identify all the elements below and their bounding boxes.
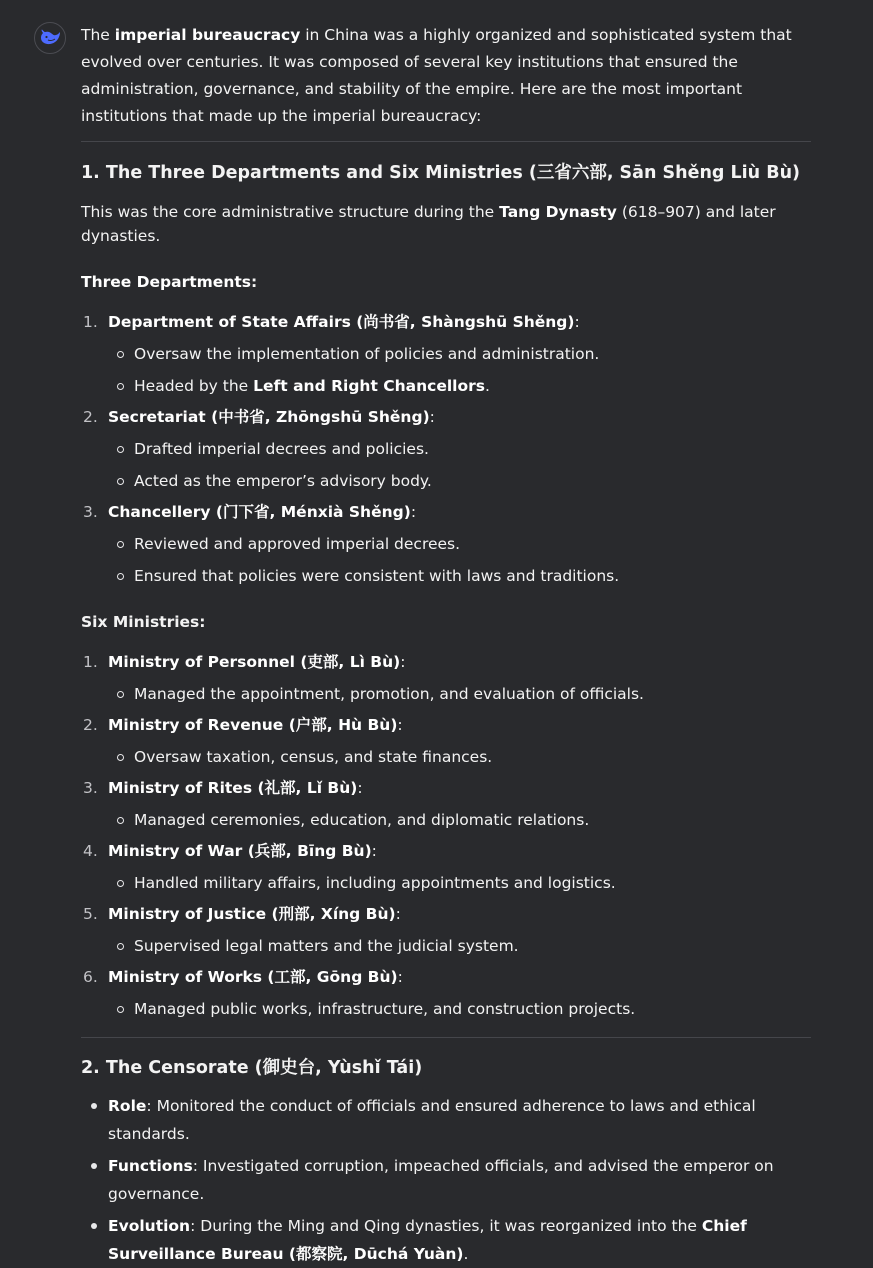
- sub-list-item: Drafted imperial decrees and policies.: [81, 437, 811, 461]
- sub-list-item: Handled military affairs, including appointments and logistics.: [81, 871, 811, 895]
- list-item: 2. Ministry of Revenue (户部, Hù Bù):: [81, 713, 811, 737]
- list-item: 6. Ministry of Works (工部, Gōng Bù):: [81, 965, 811, 989]
- intro-paragraph: [81, 22, 811, 130]
- ministry-title: Ministry of Revenue (户部, Hù Bù): [108, 716, 398, 734]
- sub-list-item: Managed the appointment, promotion, and evaluation of officials.: [81, 682, 811, 706]
- list-item: 3. Ministry of Rites (礼部, Lǐ Bù):: [81, 776, 811, 800]
- departments-label: Three Departments:: [81, 273, 258, 291]
- list-number: 3.: [83, 779, 98, 797]
- department-title: Department of State Affairs (尚书省, Shàngshū Shěng): [108, 313, 575, 331]
- list-item: 2. Secretariat (中书省, Zhōngshū Shěng):: [81, 405, 811, 429]
- ministries-label: Six Ministries:: [81, 613, 206, 631]
- desc-text-cont: (618–907) and later dynasties.: [81, 203, 776, 245]
- list-number: 1.: [83, 653, 98, 671]
- ministry-title: Ministry of Justice (刑部, Xíng Bù): [108, 905, 396, 923]
- intro-text-cont: in China was a highly organized and sophisticated system that evolved over centuries. It was composed of several key institutions that ensured the administration, governance, and stability of the empire. Here are the most important institutions that made up the imperial bureaucracy:: [81, 26, 792, 125]
- list-number: 6.: [83, 968, 98, 986]
- list-item: 5. Ministry of Justice (刑部, Xíng Bù):: [81, 902, 811, 926]
- list-item: 4. Ministry of War (兵部, Bīng Bù):: [81, 839, 811, 863]
- divider: [81, 141, 811, 142]
- ministry-title: Ministry of Works (工部, Gōng Bù): [108, 968, 398, 986]
- sub-list-item: Oversaw the implementation of policies and administration.: [81, 342, 811, 366]
- sub-list-item: Reviewed and approved imperial decrees.: [81, 532, 811, 556]
- ministry-title: Ministry of Personnel (吏部, Lì Bù): [108, 653, 401, 671]
- list-item: Role: Monitored the conduct of officials and ensured adherence to laws and ethical standards.: [81, 1092, 811, 1148]
- list-number: 1.: [83, 313, 98, 331]
- censorate-list: [81, 1092, 811, 1268]
- assistant-avatar: [34, 22, 66, 54]
- sub-list-item: Headed by the Left and Right Chancellors.: [81, 374, 811, 398]
- sub-list-item: Oversaw taxation, census, and state finances.: [81, 745, 811, 769]
- ministry-title: Ministry of Rites (礼部, Lǐ Bù): [108, 779, 358, 797]
- list-number: 2.: [83, 716, 98, 734]
- department-title: Chancellery (门下省, Ménxià Shěng): [108, 503, 411, 521]
- sub-list-item: Ensured that policies were consistent with laws and traditions.: [81, 564, 811, 588]
- message-content: [81, 22, 811, 1268]
- ministry-title: Ministry of War (兵部, Bīng Bù): [108, 842, 372, 860]
- desc-text: This was the core administrative structure during the: [81, 203, 500, 221]
- intro-bold: imperial bureaucracy: [114, 26, 301, 44]
- sub-list-item: Managed ceremonies, education, and diplomatic relations.: [81, 808, 811, 832]
- list-item: Evolution: During the Ming and Qing dynasties, it was reorganized into the Chief Surveillance Bureau (都察院, Dūchá Yuàn).: [81, 1212, 811, 1268]
- desc-bold: Tang Dynasty: [499, 203, 617, 221]
- section1-description: [81, 200, 811, 248]
- list-item: 1. Ministry of Personnel (吏部, Lì Bù):: [81, 650, 811, 674]
- sub-list-item: Acted as the emperor’s advisory body.: [81, 469, 811, 493]
- department-title: Secretariat (中书省, Zhōngshū Shěng): [108, 408, 430, 426]
- list-number: 2.: [83, 408, 98, 426]
- departments-list: [81, 310, 811, 588]
- list-number: 5.: [83, 905, 98, 923]
- list-item: Functions: Investigated corruption, impeached officials, and advised the emperor on governance.: [81, 1152, 811, 1208]
- sub-list-item: Managed public works, infrastructure, and construction projects.: [81, 997, 811, 1021]
- section2-heading: 2. The Censorate (御史台, Yùshǐ Tái): [81, 1058, 423, 1078]
- divider: [81, 1037, 811, 1038]
- intro-text: The: [81, 26, 115, 44]
- list-number: 3.: [83, 503, 98, 521]
- ministries-list: [81, 650, 811, 1021]
- whale-logo-icon: [39, 29, 61, 47]
- list-item: 3. Chancellery (门下省, Ménxià Shěng):: [81, 500, 811, 524]
- list-item: 1. Department of State Affairs (尚书省, Shàngshū Shěng):: [81, 310, 811, 334]
- list-number: 4.: [83, 842, 98, 860]
- sub-list-item: Supervised legal matters and the judicial system.: [81, 934, 811, 958]
- section1-heading: 1. The Three Departments and Six Ministries (三省六部, Sān Shěng Liù Bù): [81, 163, 801, 183]
